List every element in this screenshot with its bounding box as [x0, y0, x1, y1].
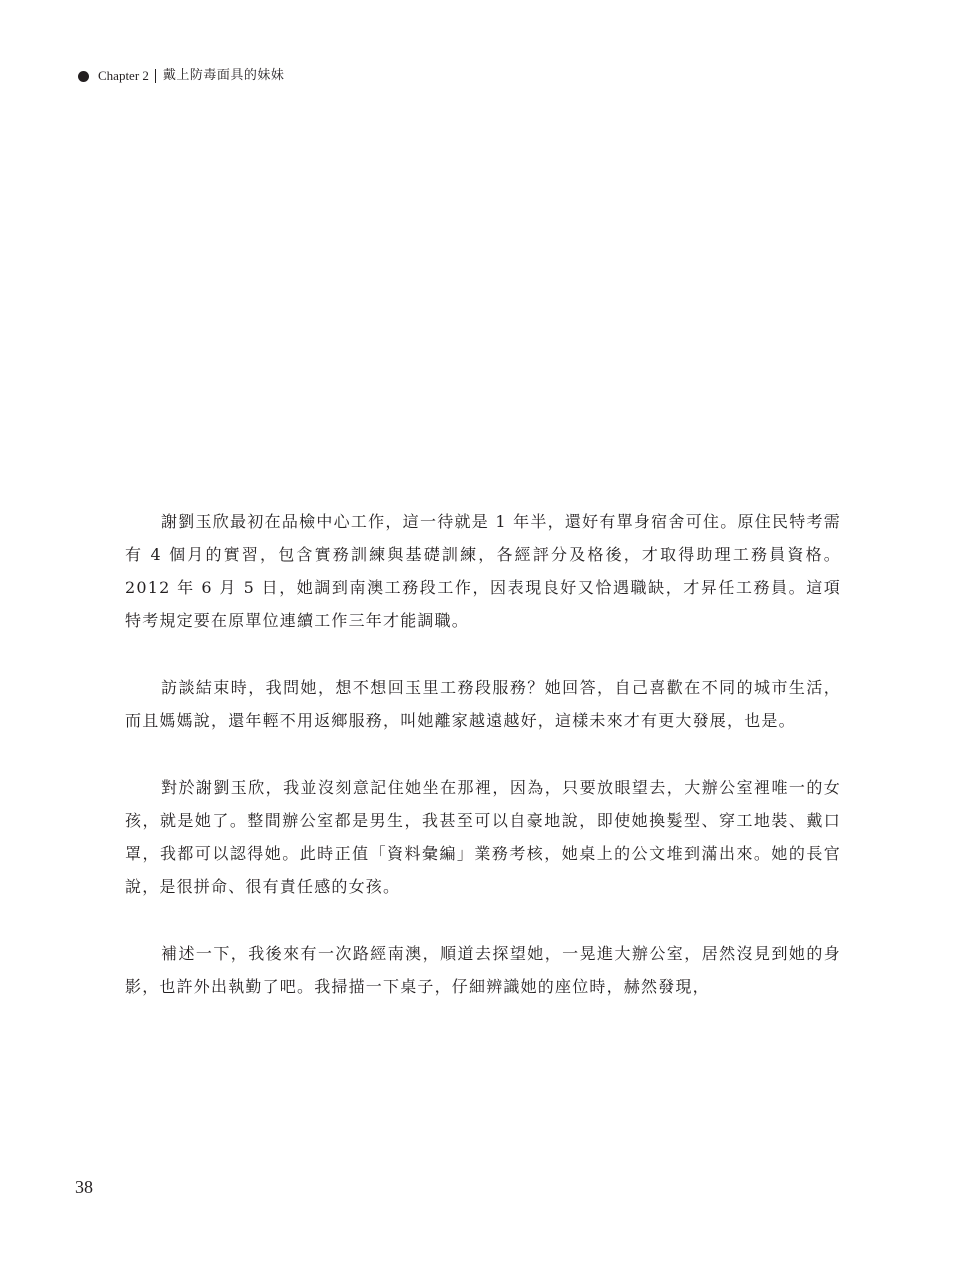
chapter-title: 戴上防毒面具的妹妹 [162, 68, 285, 83]
body-text [125, 505, 841, 1037]
bullet-icon [78, 71, 89, 82]
paragraph: 謝劉玉欣最初在品檢中心工作，這一待就是 1 年半，還好有單身宿舍可住。原住民特考需有 4 個月的實習，包含實務訓練與基礎訓練，各經評分及格後，才取得助理工務員資格。2012 年 6 月 5 日，她調到南澳工務段工作，因表現良好又恰遇職缺，才昇任工務員。這項特考規定要在原單位連續工作三年才能調職。 [125, 512, 841, 630]
header-divider [155, 69, 156, 83]
paragraph: 補述一下，我後來有一次路經南澳，順道去探望她，一晃進大辦公室，居然沒見到她的身影，也許外出執勤了吧。我掃描一下桌子，仔細辨識她的座位時，赫然發現， [125, 944, 841, 996]
paragraph: 訪談結束時，我問她，想不想回玉里工務段服務？她回答，自己喜歡在不同的城市生活，而且媽媽說，還年輕不用返鄉服務，叫她離家越遠越好，這樣未來才有更大發展，也是。 [125, 678, 841, 730]
page-number: 38 [75, 1177, 93, 1197]
paragraph: 對於謝劉玉欣，我並沒刻意記住她坐在那裡，因為，只要放眼望去，大辦公室裡唯一的女孩，就是她了。整間辦公室都是男生，我甚至可以自豪地說，即使她換髮型、穿工地裝、戴口罩，我都可以認得她。此時正值「資料彙編」業務考核，她桌上的公文堆到滿出來。她的長官說，是很拼命、很有責任感的女孩。 [125, 778, 841, 896]
running-header [78, 66, 284, 86]
chapter-label: Chapter 2 [98, 68, 149, 83]
